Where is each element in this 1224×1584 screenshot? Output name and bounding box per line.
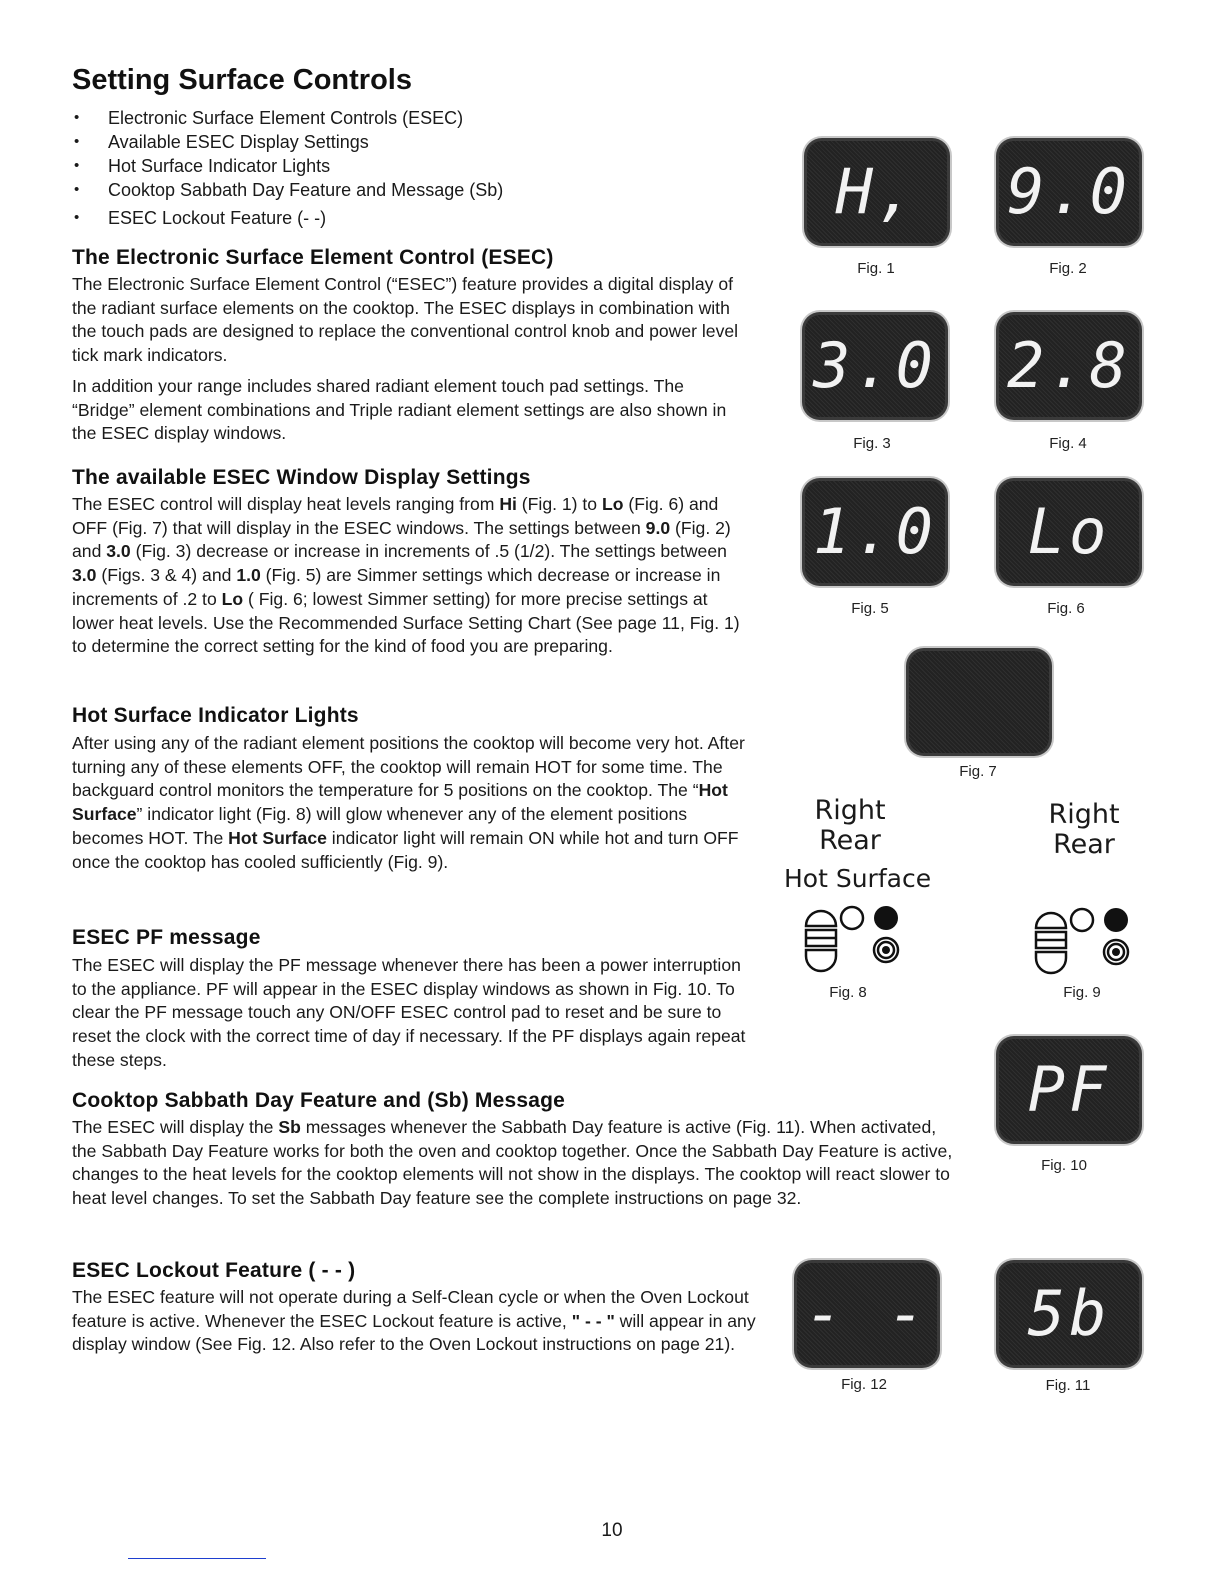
esec-display-lo <box>996 478 1142 586</box>
figure-caption: Fig. 8 <box>829 984 867 1001</box>
esec-display-lockout <box>794 1260 940 1368</box>
right-rear-label: Right Rear <box>1048 799 1120 860</box>
list-item: • ESEC Lockout Feature (- -) <box>72 206 503 230</box>
right-rear-label: Right Rear <box>814 795 886 856</box>
lockout-paragraph: The ESEC feature will not operate during a Self-Clean cycle or when the Oven Lockout feature is active. Whenever the ESEC Lockout feature is active, " - - " will appear in any display window (See Fig. 12. Also refer to the Oven Lockout instructions on page 21). <box>72 1287 756 1355</box>
section-heading-esec: The Electronic Surface Element Control (ESEC) <box>72 246 554 269</box>
list-item: • Available ESEC Display Settings <box>72 130 503 154</box>
available-paragraph: The ESEC control will display heat levels ranging from Hi (Fig. 1) to Lo (Fig. 6) and OFF (Fig. 7) that will display in the ESEC windows. The settings between 9.0 (Fig. 2) and 3.0 (Fig. 3) decrease or increase in increments of .5 (1/2). The settings between 3.0 (Figs. 3 & 4) and 1.0 (Fig. 5) are Simmer settings which decrease or increase in increments of .2 to Lo ( Fig. 6; lowest Simmer setting) for more precise settings at lower heat levels. Use the Recommended Surface Setting Chart (See page 11, Fig. 1) to determine the correct setting for the kind of food you are preparing. <box>72 494 740 657</box>
page-title: Setting Surface Controls <box>72 64 412 96</box>
hot-surface-indicator-icon <box>1030 900 1140 980</box>
esec-display-sb <box>996 1260 1142 1368</box>
topic-list <box>72 106 503 230</box>
list-item: • Cooktop Sabbath Day Feature and Message (Sb) <box>72 178 503 202</box>
list-item: • Electronic Surface Element Controls (ESEC) <box>72 106 503 130</box>
display-value: 1.0 <box>813 495 937 568</box>
section-heading-available: The available ESEC Window Display Settings <box>72 466 531 489</box>
display-value: H, <box>835 155 919 228</box>
figure-caption: Fig. 5 <box>851 600 889 617</box>
footer-rule <box>128 1558 266 1559</box>
esec-display-pf <box>996 1036 1142 1144</box>
esec-display-2-8 <box>996 312 1142 420</box>
sabbath-paragraph: The ESEC will display the Sb messages whenever the Sabbath Day feature is active (Fig. 11). When activated, the Sabbath Day Feature works for both the oven and cooktop together. Once the Sabbath Day Feature is active, changes to the heat levels for the cooktop elements will not show in the displays. The cooktop will react slower to heat level changes. To set the Sabbath Day feature see the complete instructions on page 32. <box>72 1117 953 1209</box>
section-heading-hot-surface: Hot Surface Indicator Lights <box>72 704 359 727</box>
hot-surface-label: Hot Surface <box>784 864 932 893</box>
display-value: 2.8 <box>1007 329 1131 402</box>
figure-caption: Fig. 7 <box>959 763 997 780</box>
list-item: • Hot Surface Indicator Lights <box>72 154 503 178</box>
display-value: - - <box>805 1277 929 1350</box>
figure-caption: Fig. 3 <box>853 435 891 452</box>
esec-display-off <box>906 648 1052 756</box>
hot-surface-indicator-on-icon <box>800 898 910 978</box>
display-value: 9.0 <box>1007 155 1131 228</box>
esec-display-hi <box>804 138 950 246</box>
figure-caption: Fig. 12 <box>841 1376 887 1393</box>
esec-paragraph-1: The Electronic Surface Element Control (“ESEC”) feature provides a digital display of the radiant surface elements on the cooktop. The ESEC displays in combination with the touch pads are designed to replace the conventional control knob and power level tick mark indicators. <box>72 274 739 366</box>
section-heading-pf: ESEC PF message <box>72 926 261 949</box>
esec-display-1-0 <box>802 478 948 586</box>
figure-caption: Fig. 10 <box>1041 1157 1087 1174</box>
figure-caption: Fig. 6 <box>1047 600 1085 617</box>
display-value: 5b <box>1027 1277 1111 1350</box>
display-value: PF <box>1027 1053 1111 1126</box>
figure-caption: Fig. 9 <box>1063 984 1101 1001</box>
hot-surface-paragraph: After using any of the radiant element positions the cooktop will become very hot. After turning any of these elements OFF, the cooktop will remain HOT for some time. The backguard control monitors the temperature for 5 positions on the cooktop. The “Hot Surface” indicator light (Fig. 8) will glow whenever any of the element positions becomes HOT. The Hot Surface indicator light will remain ON while hot and turn OFF once the cooktop has cooled sufficiently (Fig. 9). <box>72 733 745 872</box>
section-heading-sabbath: Cooktop Sabbath Day Feature and (Sb) Message <box>72 1089 566 1112</box>
figure-caption: Fig. 2 <box>1049 260 1087 277</box>
page-number: 10 <box>601 1520 623 1541</box>
pf-paragraph: The ESEC will display the PF message whenever there has been a power interruption to the appliance. PF will appear in the ESEC display windows as shown in Fig. 10. To clear the PF message touch any ON/OFF ESEC control pad to reset and be sure to reset the clock with the correct time of day if necessary. If the PF displays again repeat these steps. <box>72 955 746 1070</box>
esec-display-3-0 <box>802 312 948 420</box>
esec-display-9-0 <box>996 138 1142 246</box>
figure-caption: Fig. 11 <box>1045 1377 1091 1394</box>
display-value: Lo <box>1027 495 1111 568</box>
display-value: 3.0 <box>813 329 937 402</box>
figure-caption: Fig. 4 <box>1049 435 1087 452</box>
figure-caption: Fig. 1 <box>857 260 895 277</box>
section-heading-lockout: ESEC Lockout Feature ( - - ) <box>72 1259 356 1282</box>
esec-paragraph-2: In addition your range includes shared radiant element touch pad settings. The “Bridge” element combinations and Triple radiant element settings are also shown in the ESEC display windows. <box>72 376 727 444</box>
